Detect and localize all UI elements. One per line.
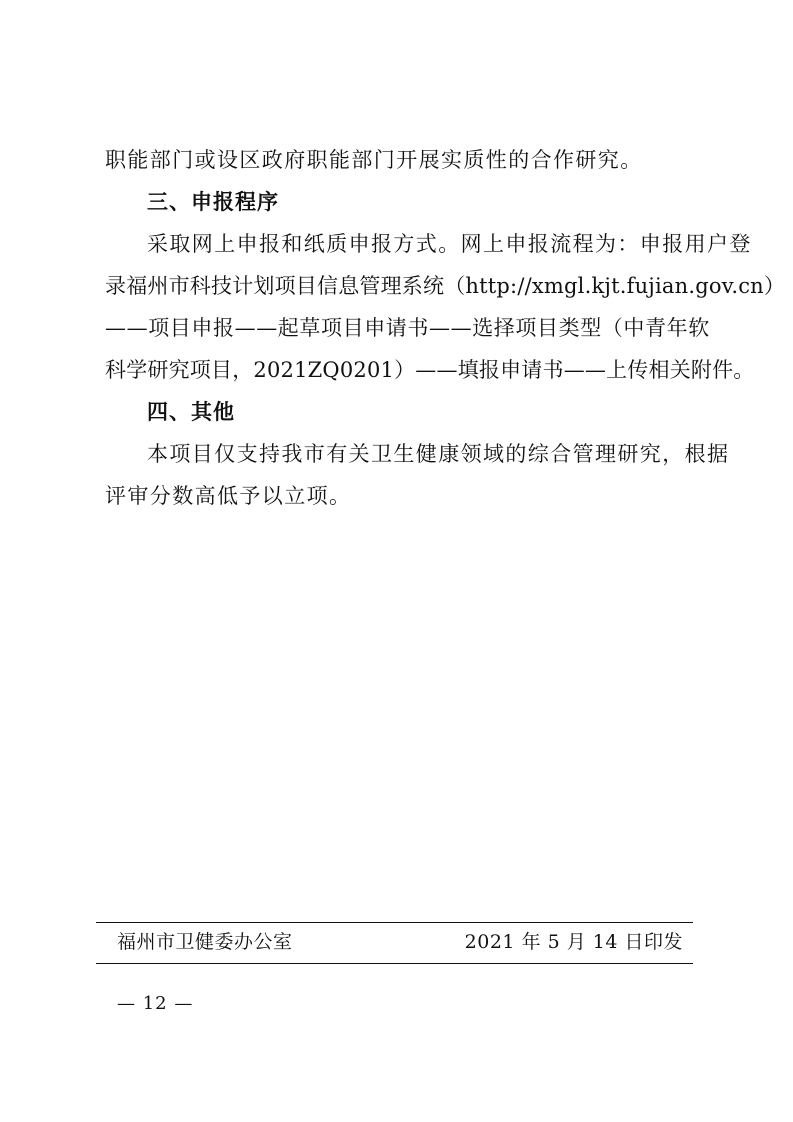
issuer-name: 福州市卫健委办公室 — [117, 931, 293, 953]
section-heading-other: 四、其他 — [147, 400, 235, 424]
paragraph-line: 评审分数高低予以立项。 — [105, 484, 352, 508]
page-number: — 12 — — [117, 993, 194, 1014]
footer-bottom-rule — [96, 963, 693, 964]
paragraph-line: ——项目申报——起草项目申请书——选择项目类型（中青年软 — [105, 316, 710, 340]
issue-date: 2021 年 5 月 14 日印发 — [464, 931, 683, 953]
paragraph-line: 科学研究项目，2021ZQ0201）——填报申请书——上传相关附件。 — [105, 358, 755, 382]
paragraph-line: 录福州市科技计划项目信息管理系统（http://xmgl.kjt.fujian.gov.cn） — [105, 274, 786, 298]
section-heading-application-procedure: 三、申报程序 — [147, 190, 279, 214]
paragraph-line: 职能部门或设区政府职能部门开展实质性的合作研究。 — [105, 148, 643, 172]
footer-top-rule — [96, 922, 693, 923]
paragraph-line: 采取网上申报和纸质申报方式。网上申报流程为：申报用户登 — [147, 232, 752, 256]
paragraph-line: 本项目仅支持我市有关卫生健康领域的综合管理研究，根据 — [147, 442, 730, 466]
